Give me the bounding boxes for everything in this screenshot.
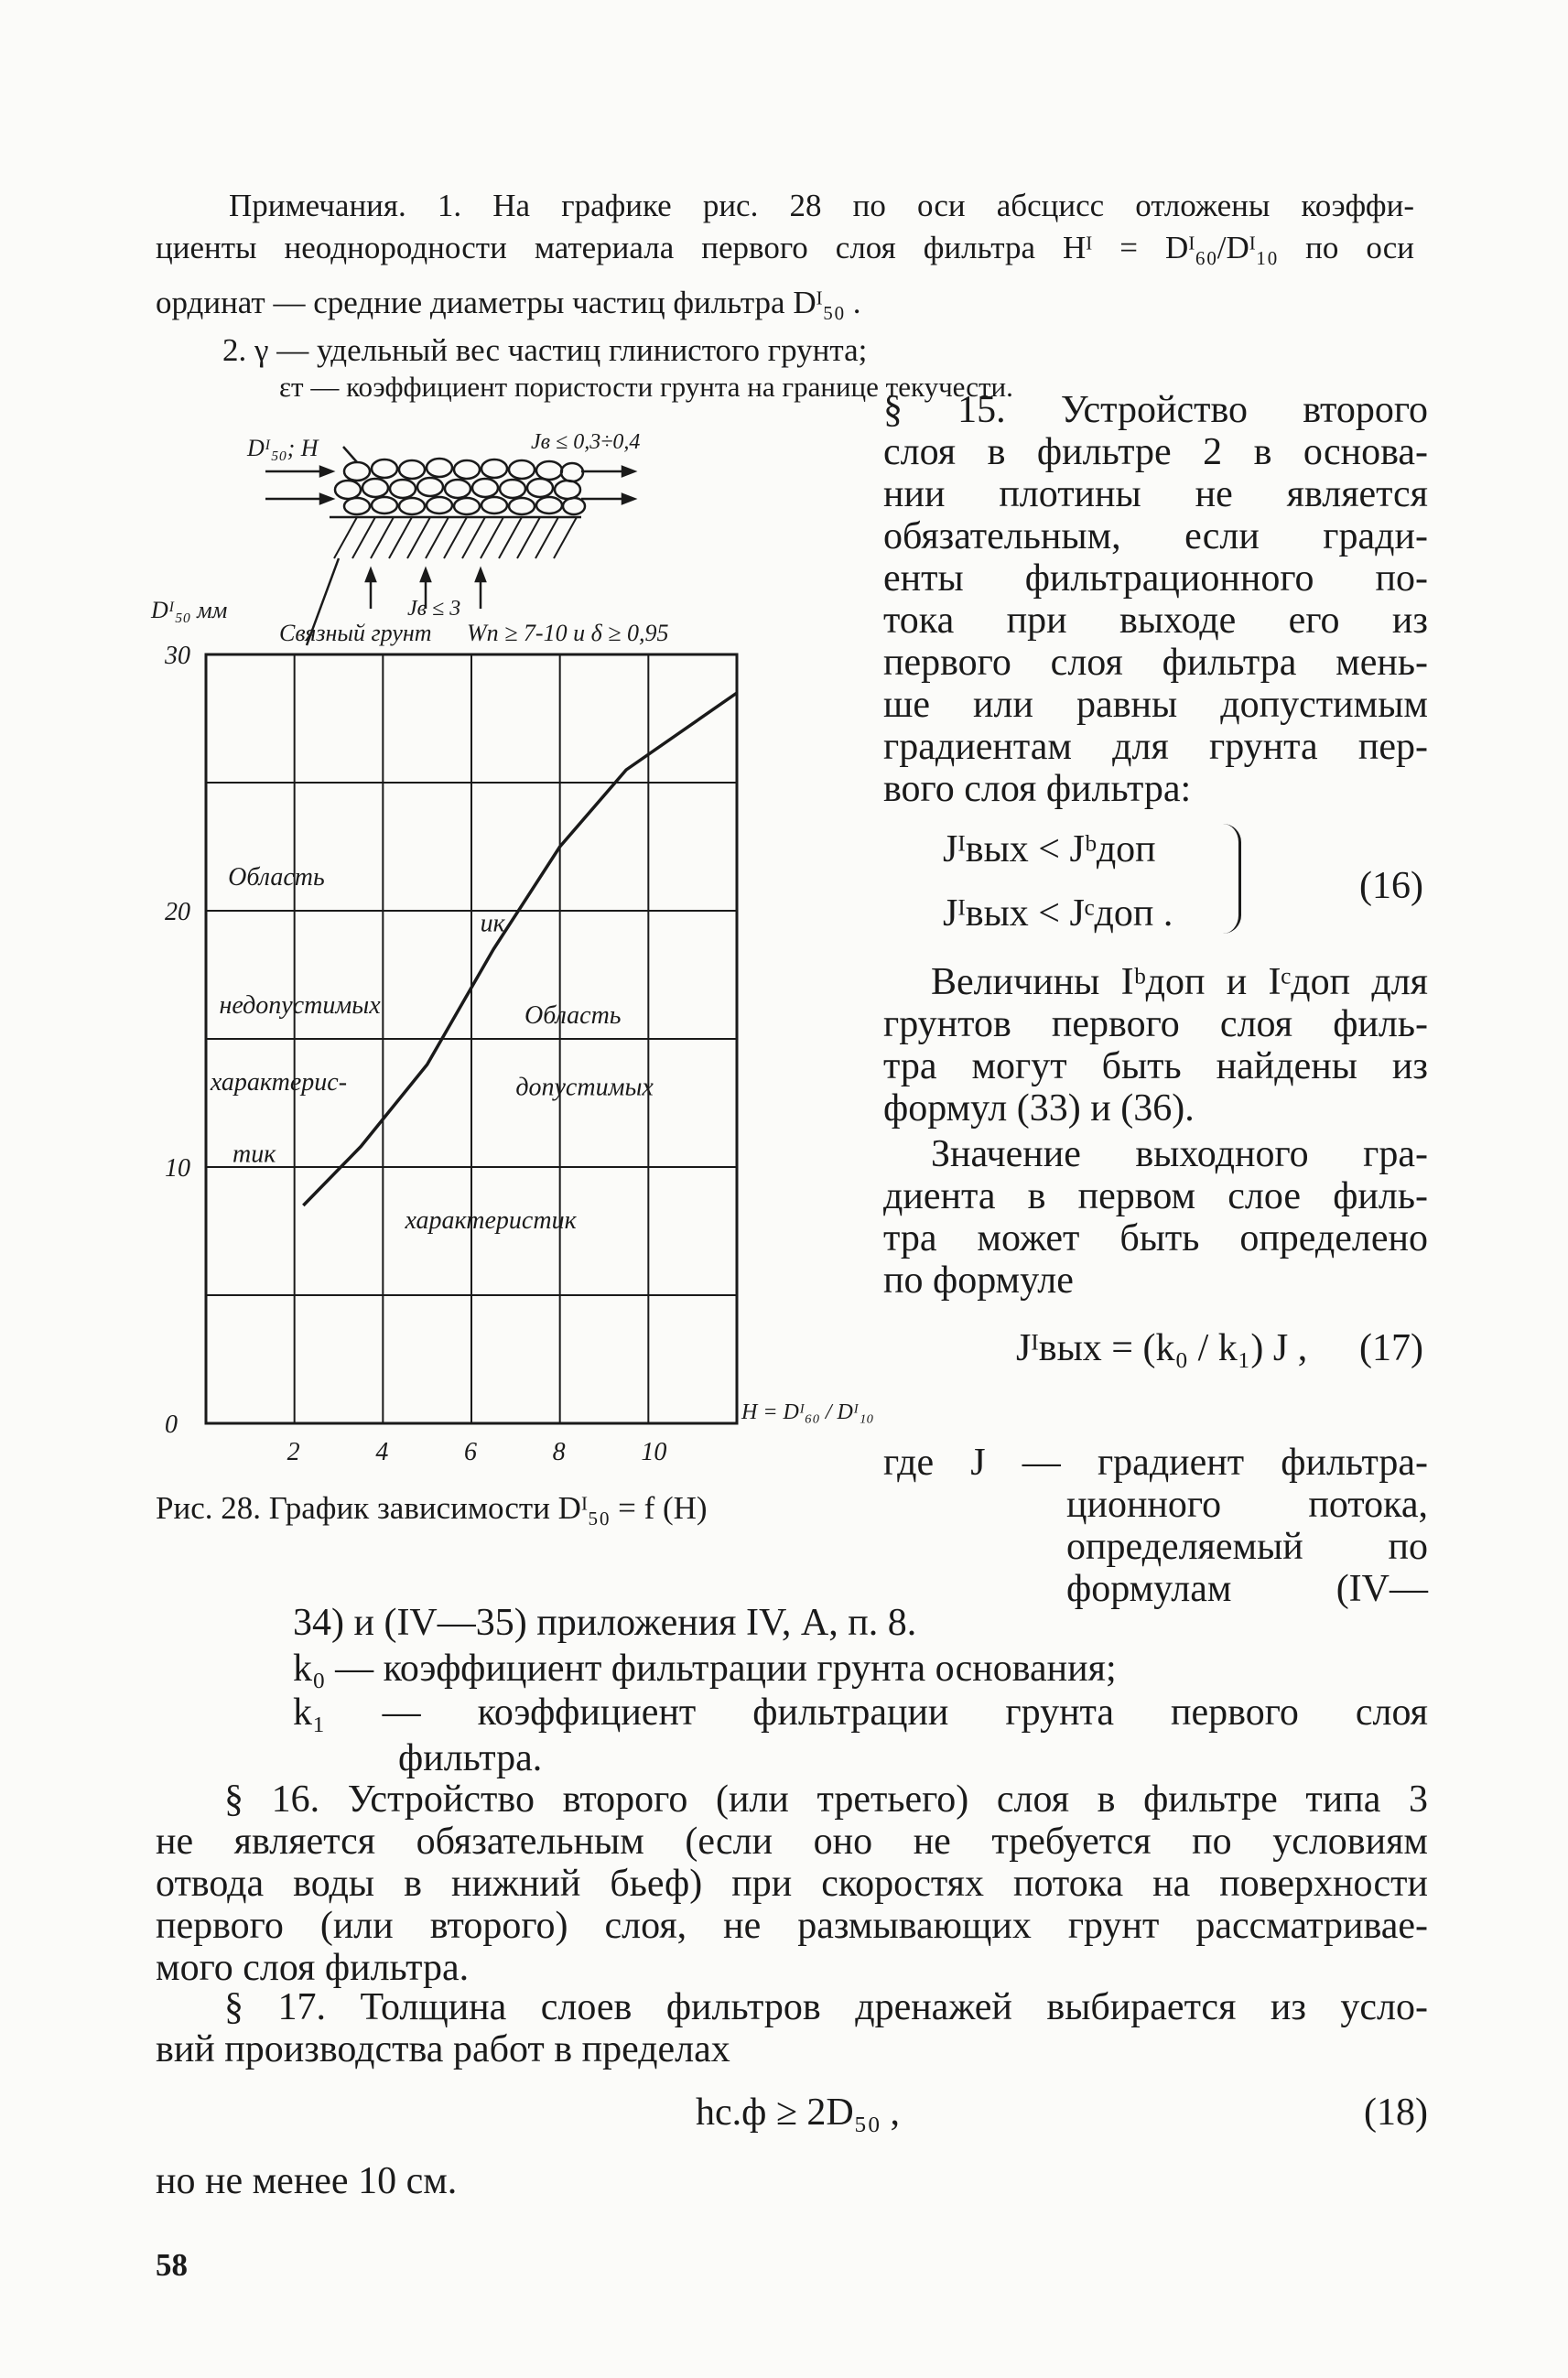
s17-line: вий производства работ в пределах: [156, 2028, 730, 2070]
notes-line-5: εт — коэффициент пористости грунта на границе текучести.: [279, 371, 1013, 403]
s15-line: ше или равны допустимым: [883, 684, 1428, 726]
y-tick-label: 0: [165, 1411, 178, 1439]
x-tick-label: 10: [641, 1438, 667, 1466]
k1b-line: фильтра.: [398, 1737, 543, 1779]
y-axis-label: Dᴵ₅₀ мм: [151, 597, 228, 623]
s16-line: отвода воды в нижний бьеф) при скоростях потока на поверхности: [156, 1863, 1428, 1905]
s15-line: первого слоя фильтра мень-: [883, 642, 1428, 684]
x-tick-label: 4: [375, 1438, 389, 1466]
continuation-line: 34) и (IV—35) приложения IV, А, п. 8.: [293, 1602, 917, 1644]
k1-line: k₁ — коэффициент фильтрации грунта первого слоя: [293, 1692, 1428, 1734]
where-line: ционного потока,: [1066, 1484, 1428, 1526]
s17-line: § 17. Толщина слоев фильтров дренажей выбирается из усло-: [224, 1986, 1428, 2028]
p2-line: Величины Iᵇдоп и Iᶜдоп для: [931, 961, 1428, 1003]
p3-line: по формуле: [883, 1259, 1074, 1302]
figure-28: [151, 412, 874, 1501]
sketch-label-j-bottom: Jв ≤ 3: [407, 597, 461, 621]
notes-line-3: ординат — средние диаметры частиц фильтра Dᴵ₅₀ .: [156, 285, 861, 320]
notes-line-1: Примечания. 1. На графике рис. 28 по оси абсцисс отложены коэффи-: [229, 188, 1414, 223]
s16-line: § 16. Устройство второго (или третьего) слоя в фильтре типа 3: [224, 1778, 1428, 1821]
s15-line: обязательным, если гради-: [883, 515, 1428, 557]
formula-16-number: (16): [1359, 865, 1423, 907]
region-annotation: ик: [480, 909, 505, 938]
s15-line: нии плотины не является: [883, 473, 1428, 515]
p2-line: грунтов первого слоя филь-: [883, 1003, 1428, 1045]
where-line: где J — градиент фильтра-: [883, 1442, 1428, 1484]
x-tick-label: 8: [552, 1438, 566, 1466]
region-annotation: Область: [524, 1001, 622, 1031]
section-16: [156, 1778, 1428, 1989]
region-annotation: характерис-: [210, 1068, 348, 1097]
curve-line: [303, 693, 737, 1205]
section-15-p3: [883, 1133, 1428, 1302]
formula-16-b: Jᴵвых < Jᶜдоп .: [943, 892, 1173, 935]
k0-line: k₀ — коэффициент фильтрации грунта основания;: [293, 1648, 1117, 1690]
p3-line: Значение выходного гра-: [931, 1133, 1428, 1175]
p3-line: диента в первом слое филь-: [883, 1175, 1428, 1217]
figure-caption: Рис. 28. График зависимости Dᴵ₅₀ = f (H): [156, 1490, 708, 1526]
x-tick-label: 2: [287, 1438, 300, 1466]
notes-line-2: циенты неоднородности материала первого слоя фильтра Hᴵ = Dᴵ₆₀/Dᴵ₁₀ по оси: [156, 230, 1414, 265]
y-tick-label: 20: [165, 898, 190, 926]
s15-line: слоя в фильтре 2 в основа-: [883, 431, 1428, 473]
x-tick-label: 6: [464, 1438, 477, 1466]
region-annotation: тик: [232, 1140, 276, 1169]
formula-17: Jᴵвых = (k₀ / k₁) J ,: [1016, 1327, 1308, 1369]
where-block: [883, 1442, 1428, 1610]
p2-line: тра могут быть найдены из: [883, 1045, 1428, 1087]
region-annotation: Область: [228, 863, 325, 892]
s16-line: первого (или второго) слоя, не размывающих грунт рассматривае-: [156, 1905, 1428, 1947]
region-annotation: недопустимых: [219, 991, 381, 1020]
page-number: 58: [156, 2247, 188, 2283]
section-15-text: [883, 389, 1428, 810]
formula-16-a: Jᴵвых < Jᵇдоп: [943, 828, 1156, 870]
section-15-p2: [883, 961, 1428, 1130]
y-tick-label: 30: [165, 642, 190, 670]
formula-17-number: (17): [1359, 1327, 1423, 1369]
formula-16-brace: [1222, 824, 1241, 934]
region-annotation: характеристик: [405, 1206, 577, 1236]
sketch-label-d: Dᴵ₅₀; H: [247, 435, 319, 461]
where-line: формулам (IV—: [1066, 1568, 1428, 1610]
s15-line: тока при выходе его из: [883, 600, 1428, 642]
last-line: но не менее 10 см.: [156, 2160, 458, 2202]
s15-line: енты фильтрационного по-: [883, 557, 1428, 600]
sketch-label-j-top: Jв ≤ 0,3÷0,4: [531, 430, 641, 454]
formula-18: hс.ф ≥ 2D₅₀ ,: [696, 2092, 901, 2134]
s15-line: градиентам для грунта пер-: [883, 726, 1428, 768]
s15-line: вого слоя фильтра:: [883, 768, 1192, 810]
s16-line: мого слоя фильтра.: [156, 1947, 470, 1989]
s15-line: § 15. Устройство второго: [883, 389, 1428, 431]
chart-d50-vs-h: [150, 597, 874, 1466]
y-tick-label: 10: [165, 1154, 190, 1183]
region-annotation: допустимых: [515, 1073, 654, 1102]
sketch-label-cond: Wп ≥ 7-10 и δ ≥ 0,95: [467, 620, 669, 646]
section-17: [156, 1986, 1428, 2070]
p3-line: тра может быть определено: [883, 1217, 1428, 1259]
s16-line: не является обязательным (если оно не требуется по условиям: [156, 1821, 1428, 1863]
formula-18-number: (18): [1364, 2092, 1428, 2134]
p2-line: формул (33) и (36).: [883, 1087, 1195, 1130]
x-axis-label: H = Dᴵ₆₀ / Dᴵ₁₀: [741, 1400, 874, 1424]
sketch-label-soil: Связный грунт: [279, 620, 432, 646]
filter-sketch: [246, 430, 668, 646]
notes-line-4: 2. γ — удельный вес частиц глинистого грунта;: [222, 332, 868, 368]
where-line: определяемый по: [1066, 1526, 1428, 1568]
